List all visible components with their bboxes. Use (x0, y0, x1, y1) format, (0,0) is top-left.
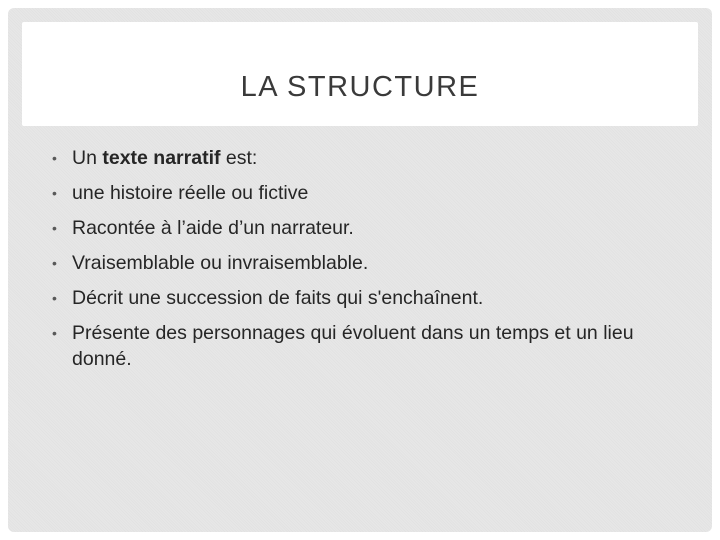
bullet-text: Décrit une succession de faits qui s'enchaînent. (72, 287, 484, 309)
bullet-item-1 (52, 145, 672, 171)
title-box (22, 22, 698, 126)
bullet-icon: • (52, 150, 57, 166)
bullet-item-6 (52, 320, 672, 372)
bullet-text: une histoire réelle ou fictive (72, 182, 309, 204)
bullet-text-suffix: est: (220, 147, 258, 169)
slide (8, 8, 712, 532)
bullet-item-4 (52, 250, 672, 276)
bullet-icon: • (52, 185, 57, 201)
bullet-list (52, 145, 672, 381)
bullet-item-2 (52, 180, 672, 206)
bullet-text: Présente des personnages qui évoluent dans un temps et un lieu donné. (72, 322, 634, 370)
bullet-text: Racontée à l’aide d’un narrateur. (72, 217, 354, 239)
bullet-icon: • (52, 325, 57, 341)
slide-title: LA STRUCTURE (240, 71, 480, 103)
bullet-item-3 (52, 215, 672, 241)
bullet-icon: • (52, 220, 57, 236)
bullet-text-prefix: Un (72, 147, 103, 169)
bullet-text: Vraisemblable ou invraisemblable. (72, 252, 369, 274)
bullet-icon: • (52, 255, 57, 271)
bullet-item-5 (52, 285, 672, 311)
bullet-text-bold: texte narratif (102, 147, 221, 169)
bullet-icon: • (52, 290, 57, 306)
